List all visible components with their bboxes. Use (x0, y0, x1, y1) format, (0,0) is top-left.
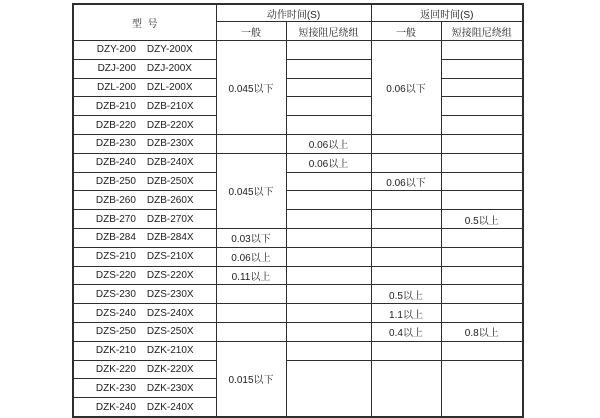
header-return-short-damping: 短接阻尼绕组 (441, 22, 523, 41)
model-name: DZB-240X (146, 157, 194, 169)
table-row (73, 228, 523, 247)
header-return-general: 一般 (371, 22, 441, 41)
return-time-short-damping-cell (441, 172, 523, 191)
model-name: DZK-210X (146, 345, 194, 357)
return-time-general-cell: 0.06以下 (371, 41, 441, 135)
model-name: DZB-284X (146, 232, 194, 244)
model-cell (73, 398, 216, 417)
model-cell (73, 172, 216, 191)
action-time-general-cell: 0.03以下 (216, 228, 286, 247)
table-row (73, 285, 523, 304)
action-time-short-damping-cell: 0.06以上 (286, 134, 371, 153)
table-row (73, 247, 523, 266)
return-time-short-damping-cell (441, 360, 523, 417)
action-time-short-damping-cell (286, 341, 371, 360)
return-time-short-damping-cell (441, 78, 523, 97)
action-time-short-damping-cell (286, 360, 371, 417)
table-row (73, 191, 523, 210)
table-row (73, 210, 523, 229)
action-time-short-damping-cell (286, 78, 371, 97)
return-time-short-damping-cell: 0.5以上 (441, 210, 523, 229)
header-action-general: 一般 (216, 22, 286, 41)
model-cell (73, 304, 216, 323)
action-time-short-damping-cell (286, 228, 371, 247)
action-time-general-cell: 0.06以上 (216, 247, 286, 266)
model-cell (73, 153, 216, 172)
model-name: DZB-270X (146, 213, 194, 225)
model-name: DZS-250X (146, 326, 194, 338)
model-name: DZB-220 (95, 119, 136, 131)
table-row (73, 78, 523, 97)
return-time-general-cell (371, 341, 441, 360)
model-cell (73, 228, 216, 247)
model-name: DZB-220X (146, 119, 194, 131)
action-time-short-damping-cell (286, 97, 371, 116)
model-cell (73, 134, 216, 153)
action-time-general-cell: 0.015以下 (216, 341, 286, 417)
table-row (73, 59, 523, 78)
header-row-top (73, 4, 523, 22)
model-name: DZB-210X (146, 100, 194, 112)
model-cell (73, 210, 216, 229)
table-row (73, 134, 523, 153)
return-time-general-cell (371, 247, 441, 266)
model-cell (73, 379, 216, 398)
return-time-short-damping-cell (441, 304, 523, 323)
model-cell (73, 59, 216, 78)
model-name: DZL-200X (146, 81, 193, 93)
model-cell (73, 266, 216, 285)
return-time-general-cell: 0.5以上 (371, 285, 441, 304)
model-name: DZB-240 (95, 157, 136, 169)
action-time-short-damping-cell (286, 191, 371, 210)
model-cell (73, 341, 216, 360)
return-time-general-cell (371, 228, 441, 247)
model-cell (73, 97, 216, 116)
return-time-short-damping-cell (441, 116, 523, 135)
model-name: DZS-210 (95, 251, 136, 263)
model-name: DZK-230 (95, 382, 136, 394)
return-time-general-cell (371, 191, 441, 210)
model-name: DZY-200 (96, 44, 136, 56)
model-name: DZS-220X (146, 269, 194, 281)
action-time-general-cell (216, 322, 286, 341)
model-name: DZK-240 (95, 401, 136, 413)
action-time-short-damping-cell (286, 247, 371, 266)
action-time-general-cell (216, 304, 286, 323)
model-cell (73, 285, 216, 304)
action-time-short-damping-cell (286, 285, 371, 304)
model-name: DZS-250 (95, 326, 136, 338)
action-time-short-damping-cell: 0.06以上 (286, 153, 371, 172)
table-body (73, 41, 523, 417)
return-time-short-damping-cell: 0.8以上 (441, 322, 523, 341)
action-time-short-damping-cell (286, 172, 371, 191)
return-time-short-damping-cell (441, 59, 523, 78)
return-time-general-cell (371, 134, 441, 153)
table-row (73, 341, 523, 360)
return-time-short-damping-cell (441, 228, 523, 247)
action-time-short-damping-cell (286, 266, 371, 285)
relay-spec-table (72, 3, 524, 418)
model-name: DZJ-200X (146, 63, 192, 75)
model-name: DZB-250X (146, 175, 194, 187)
action-time-short-damping-cell (286, 41, 371, 60)
table-row (73, 116, 523, 135)
model-name: DZK-210 (95, 345, 136, 357)
table-row (73, 266, 523, 285)
action-time-short-damping-cell (286, 304, 371, 323)
model-name: DZL-200 (97, 81, 136, 93)
model-name: DZB-230X (146, 138, 194, 150)
action-time-general-cell (216, 134, 286, 153)
model-cell (73, 78, 216, 97)
action-time-short-damping-cell (286, 116, 371, 135)
return-time-short-damping-cell (441, 341, 523, 360)
action-time-general-cell (216, 285, 286, 304)
table-row (73, 360, 523, 379)
header-action-time: 动作时间(S) (216, 4, 371, 22)
model-name: DZB-270 (95, 213, 136, 225)
model-cell (73, 360, 216, 379)
return-time-general-cell: 1.1以上 (371, 304, 441, 323)
model-cell (73, 41, 216, 60)
return-time-general-cell: 0.4以上 (371, 322, 441, 341)
return-time-general-cell (371, 360, 441, 417)
action-time-general-cell: 0.11以上 (216, 266, 286, 285)
return-time-general-cell (371, 266, 441, 285)
model-name: DZK-240X (146, 401, 194, 413)
return-time-general-cell (371, 210, 441, 229)
action-time-general-cell: 0.045以下 (216, 153, 286, 228)
model-name: DZS-230X (146, 288, 194, 300)
model-name: DZB-250 (95, 175, 136, 187)
table-row (73, 41, 523, 60)
model-cell (73, 322, 216, 341)
model-name: DZS-210X (146, 251, 194, 263)
return-time-general-cell: 0.06以下 (371, 172, 441, 191)
return-time-short-damping-cell (441, 266, 523, 285)
model-name: DZK-230X (146, 382, 194, 394)
header-model: 型 号 (73, 4, 216, 41)
table-row (73, 153, 523, 172)
model-cell (73, 247, 216, 266)
model-name: DZB-210 (95, 100, 136, 112)
model-cell (73, 116, 216, 135)
action-time-short-damping-cell (286, 59, 371, 78)
header-return-time: 返回时间(S) (371, 4, 523, 22)
return-time-short-damping-cell (441, 247, 523, 266)
model-name: DZS-240 (95, 307, 136, 319)
return-time-short-damping-cell (441, 153, 523, 172)
model-name: DZK-220X (146, 363, 194, 375)
model-name: DZS-240X (146, 307, 194, 319)
return-time-short-damping-cell (441, 41, 523, 60)
table-row (73, 304, 523, 323)
table-row (73, 322, 523, 341)
return-time-short-damping-cell (441, 191, 523, 210)
model-name: DZK-220 (95, 363, 136, 375)
model-name: DZB-260 (95, 194, 136, 206)
model-cell (73, 191, 216, 210)
model-name: DZS-230 (95, 288, 136, 300)
table-row (73, 97, 523, 116)
return-time-short-damping-cell (441, 97, 523, 116)
table-row (73, 172, 523, 191)
action-time-short-damping-cell (286, 322, 371, 341)
model-name: DZS-220 (95, 269, 136, 281)
return-time-short-damping-cell (441, 134, 523, 153)
return-time-short-damping-cell (441, 285, 523, 304)
header-action-short-damping: 短接阻尼绕组 (286, 22, 371, 41)
model-name: DZB-230 (95, 138, 136, 150)
table-header (73, 4, 523, 41)
action-time-short-damping-cell (286, 210, 371, 229)
model-name: DZJ-200 (97, 63, 136, 75)
model-name: DZB-260X (146, 194, 194, 206)
action-time-general-cell: 0.045以下 (216, 41, 286, 135)
model-name: DZB-284 (95, 232, 136, 244)
model-name: DZY-200X (146, 44, 193, 56)
return-time-general-cell (371, 153, 441, 172)
